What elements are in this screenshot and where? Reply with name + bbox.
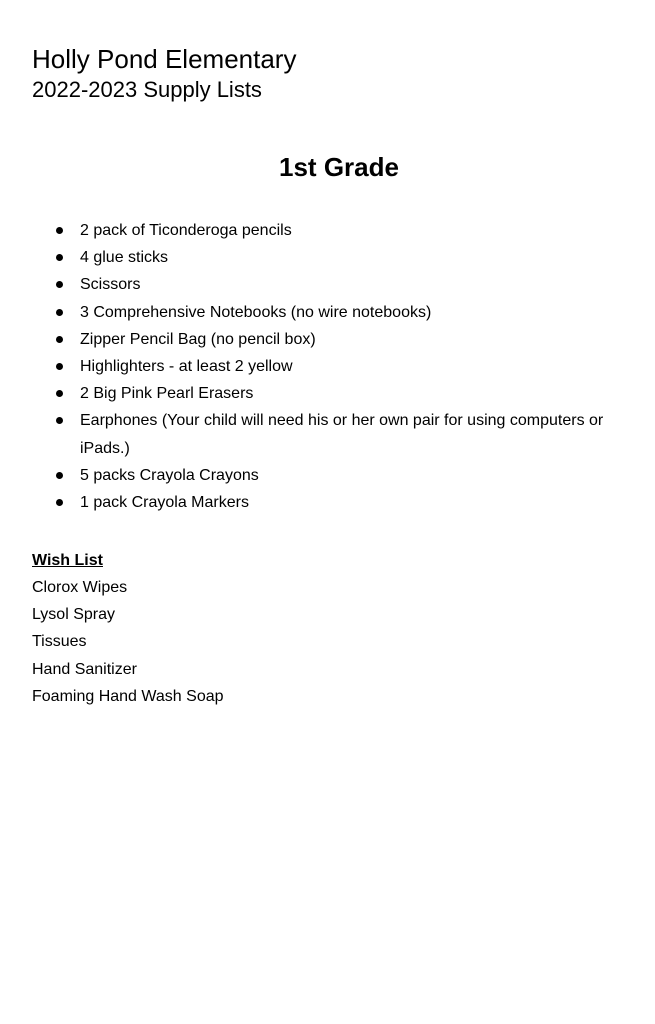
wish-list-item: Lysol Spray (32, 606, 115, 624)
document-subtitle: 2022-2023 Supply Lists (32, 77, 262, 102)
supply-list-item (0, 244, 655, 271)
supply-item-text: 2 pack of Ticonderoga pencils (80, 222, 292, 239)
supply-list-item (0, 462, 655, 489)
supply-list-item (0, 353, 655, 380)
bullet-icon (56, 227, 63, 234)
supply-list-item (0, 380, 655, 407)
school-name: Holly Pond Elementary (32, 44, 297, 74)
supply-item-text: 5 packs Crayola Crayons (80, 466, 259, 484)
supply-item-text: 1 pack Crayola Markers (80, 494, 249, 512)
supply-list (0, 217, 655, 516)
supply-item-text: Earphones (Your child will need his or her own pair for using computers or iPads.) (80, 412, 604, 457)
bullet-icon (56, 281, 63, 288)
bullet-icon (56, 363, 63, 370)
supply-item-text: 4 glue sticks (80, 249, 169, 267)
supply-item-text: Highlighters - at least 2 yellow (80, 358, 293, 376)
grade-heading: 1st Grade (279, 152, 399, 182)
supply-list-item (0, 326, 655, 353)
supply-list-item (0, 407, 655, 461)
bullet-icon (56, 254, 63, 261)
bullet-icon (56, 417, 63, 424)
bullet-icon (56, 499, 63, 506)
wish-list-title: Wish List (32, 552, 103, 569)
supply-item-text: Zipper Pencil Bag (no pencil box) (80, 330, 316, 348)
supply-list-item (0, 489, 655, 516)
wish-list (32, 574, 224, 710)
supply-list-item (0, 271, 655, 298)
supply-list-item (0, 299, 655, 326)
bullet-icon (56, 472, 63, 479)
wish-list-item: Tissues (32, 633, 87, 651)
supply-item-text: Scissors (80, 276, 141, 294)
bullet-icon (56, 336, 63, 343)
supply-item-text: 2 Big Pink Pearl Erasers (80, 385, 254, 403)
bullet-icon (56, 390, 63, 397)
wish-list-item: Hand Sanitizer (32, 660, 137, 678)
wish-list-item: Foaming Hand Wash Soap (32, 687, 224, 705)
bullet-icon (56, 309, 63, 316)
supply-item-text: 3 Comprehensive Notebooks (no wire notebooks) (80, 303, 432, 321)
supply-list-item (0, 217, 655, 244)
wish-list-item: Clorox Wipes (32, 579, 128, 596)
